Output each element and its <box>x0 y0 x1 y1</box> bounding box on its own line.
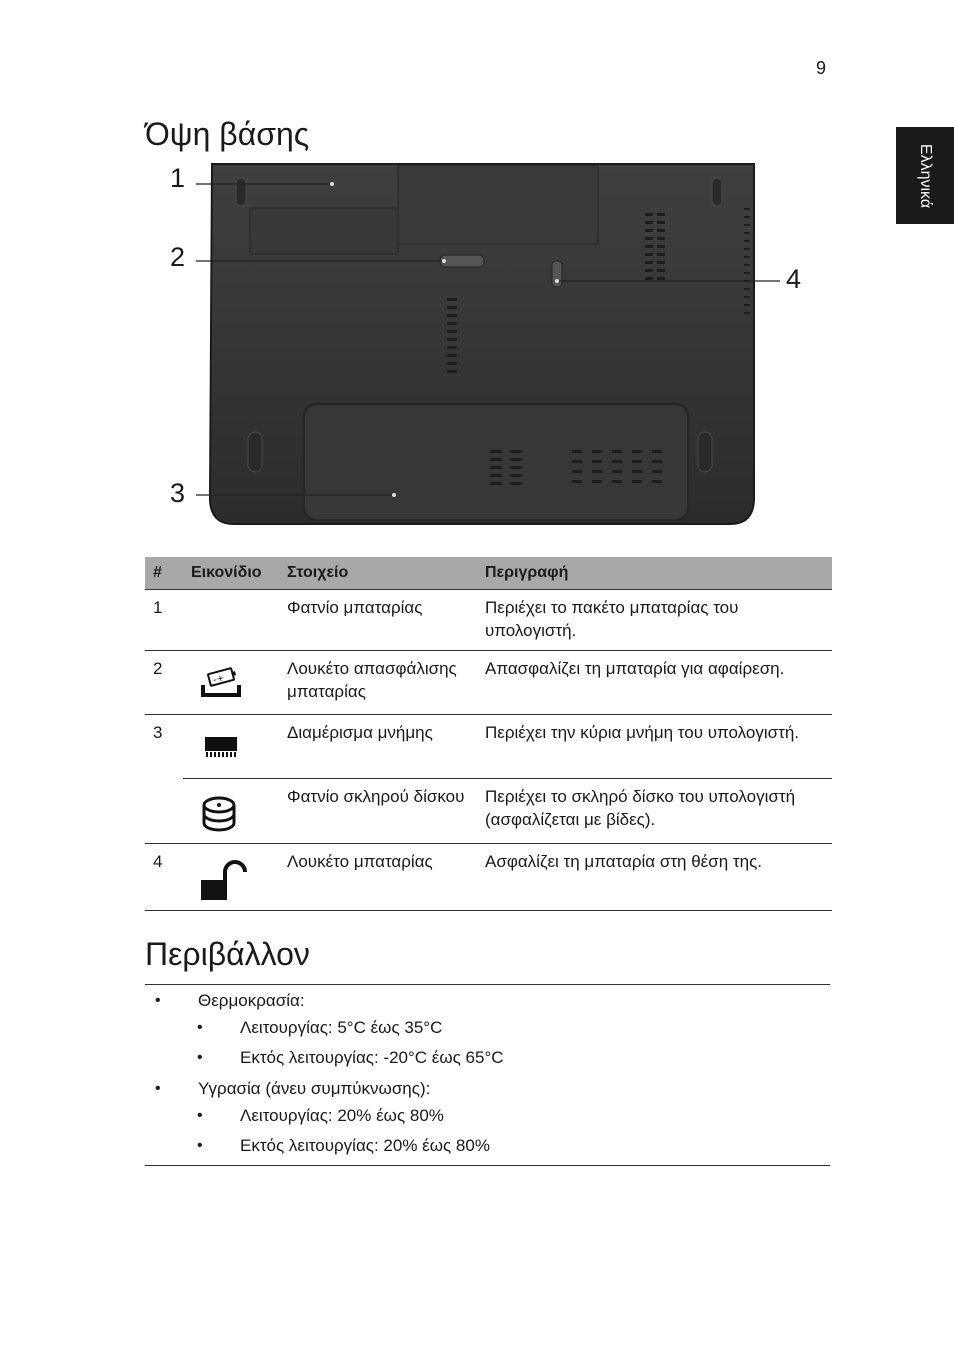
table-row <box>145 651 832 715</box>
bullet: • <box>197 1019 203 1036</box>
row-icon <box>183 779 279 844</box>
row-number: 4 <box>145 844 183 911</box>
row-icon <box>183 651 279 715</box>
language-tab-label: Ελληνικά <box>917 143 934 208</box>
callout-3: 3 <box>170 478 186 508</box>
humidity-operating: Λειτουργίας: 20% έως 80% <box>240 1106 444 1125</box>
row-item: Λουκέτο μπαταρίας <box>279 844 477 911</box>
callout-4: 4 <box>786 264 802 294</box>
svg-text:-+: -+ <box>212 673 226 686</box>
battery-release-icon <box>199 667 243 699</box>
list-item-humidity <box>145 1077 830 1101</box>
section-title-environment: Περιβάλλον <box>145 936 310 972</box>
row-item: Φατνίο σκληρού δίσκου <box>279 779 477 844</box>
bullet: • <box>155 992 161 1009</box>
row-description: Περιέχει το πακέτο μπαταρίας του υπολογιστή. <box>477 590 832 651</box>
humidity-non-operating: Εκτός λειτουργίας: 20% έως 80% <box>240 1136 490 1155</box>
table-header-row <box>145 557 832 590</box>
row-icon <box>183 715 279 779</box>
callout-1: 1 <box>170 163 186 193</box>
list-item-humidity-operating <box>145 1101 830 1131</box>
row-item: Λουκέτο απασφάλισης μπαταρίας <box>279 651 477 715</box>
temperature-non-operating: Εκτός λειτουργίας: -20°C έως 65°C <box>240 1048 504 1067</box>
table-row <box>145 844 832 911</box>
header-item: Στοιχείο <box>279 557 477 590</box>
hard-disk-icon <box>199 795 239 835</box>
humidity-label: Υγρασία (άνευ συμπύκνωσης): <box>198 1079 431 1098</box>
laptop-bottom-figure <box>160 158 820 538</box>
temperature-label: Θερμοκρασία: <box>198 991 305 1010</box>
header-description: Περιγραφή <box>477 557 832 590</box>
row-description: Απασφαλίζει τη μπαταρία για αφαίρεση. <box>477 651 832 715</box>
bullet: • <box>197 1137 203 1154</box>
row-number: 3 <box>153 723 163 742</box>
row-number: 1 <box>145 590 183 651</box>
battery-lock-icon <box>199 860 251 902</box>
list-item-temperature-non-operating <box>145 1043 830 1073</box>
row-icon <box>183 844 279 911</box>
laptop-bottom-illustration <box>160 158 820 538</box>
header-icon: Εικονίδιο <box>183 557 279 590</box>
language-tab <box>896 127 954 224</box>
section-title-bottom-view: Όψη βάσης <box>145 116 310 152</box>
row-item: Φατνίο μπαταρίας <box>279 590 477 651</box>
table-row <box>145 715 832 779</box>
row-item: Διαμέρισμα μνήμης <box>279 715 477 779</box>
table-row <box>145 779 832 844</box>
list-item-humidity-non-operating <box>145 1131 830 1161</box>
row-description: Περιέχει το σκληρό δίσκο του υπολογιστή (ασφαλίζεται με βίδες). <box>477 779 832 844</box>
bullet: • <box>197 1107 203 1124</box>
list-item-temperature-operating <box>145 1013 830 1043</box>
bullet: • <box>197 1049 203 1066</box>
temperature-operating: Λειτουργίας: 5°C έως 35°C <box>240 1018 443 1037</box>
bullet: • <box>155 1080 161 1097</box>
header-number: # <box>145 557 183 590</box>
memory-icon <box>199 731 239 761</box>
page-number: 9 <box>816 58 827 78</box>
row-icon-empty <box>183 590 279 651</box>
row-description: Ασφαλίζει τη μπαταρία στη θέση της. <box>477 844 832 911</box>
table-row <box>145 590 832 651</box>
row-number: 2 <box>145 651 183 715</box>
parts-table <box>145 557 832 911</box>
row-number <box>145 779 183 844</box>
environment-list <box>145 984 830 1166</box>
callout-2: 2 <box>170 242 186 272</box>
list-item-temperature <box>145 989 830 1013</box>
row-description: Περιέχει την κύρια μνήμη του υπολογιστή. <box>477 715 832 779</box>
